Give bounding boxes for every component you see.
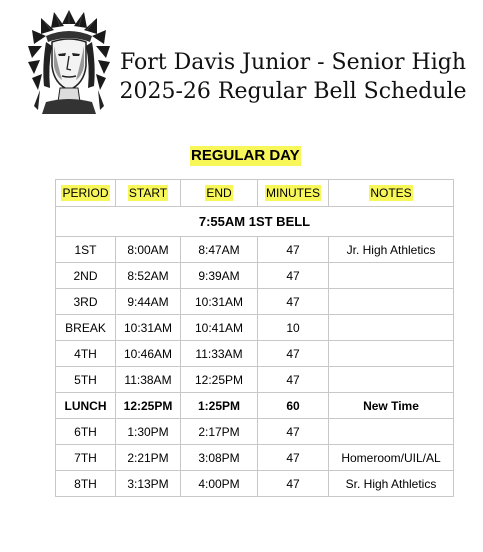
- title-line-schedule: 2025-26 Regular Bell Schedule: [119, 79, 467, 104]
- table-row: [56, 445, 454, 471]
- table-row: [56, 263, 454, 289]
- cell-minutes: 47: [258, 237, 329, 263]
- cell-notes: New Time: [329, 393, 454, 419]
- cell-notes: [329, 315, 454, 341]
- cell-notes: Homeroom/UIL/AL: [329, 445, 454, 471]
- cell-minutes: 47: [258, 471, 329, 497]
- cell-start: 8:00AM: [116, 237, 181, 263]
- cell-notes: [329, 367, 454, 393]
- cell-end: 9:39AM: [181, 263, 258, 289]
- bell-schedule-table: [55, 179, 454, 497]
- header-end: END: [181, 180, 258, 207]
- title-line-school: Fort Davis Junior - Senior High: [119, 50, 467, 75]
- cell-period: 6TH: [56, 419, 116, 445]
- table-row: [56, 471, 454, 497]
- cell-notes: Sr. High Athletics: [329, 471, 454, 497]
- cell-period: LUNCH: [56, 393, 116, 419]
- page-title: [118, 48, 468, 106]
- cell-end: 3:08PM: [181, 445, 258, 471]
- cell-minutes: 47: [258, 367, 329, 393]
- cell-start: 2:21PM: [116, 445, 181, 471]
- first-bell-cell: 7:55AM 1ST BELL: [56, 207, 454, 237]
- cell-end: 8:47AM: [181, 237, 258, 263]
- cell-period: 5TH: [56, 367, 116, 393]
- header-start: START: [116, 180, 181, 207]
- cell-period: 2ND: [56, 263, 116, 289]
- cell-minutes: 60: [258, 393, 329, 419]
- cell-period: 3RD: [56, 289, 116, 315]
- cell-start: 10:31AM: [116, 315, 181, 341]
- cell-notes: [329, 289, 454, 315]
- cell-start: 3:13PM: [116, 471, 181, 497]
- cell-period: BREAK: [56, 315, 116, 341]
- cell-period: 8TH: [56, 471, 116, 497]
- table-row: [56, 237, 454, 263]
- table-row: [56, 393, 454, 419]
- cell-notes: [329, 263, 454, 289]
- table-header-row: [56, 180, 454, 207]
- cell-start: 11:38AM: [116, 367, 181, 393]
- cell-minutes: 10: [258, 315, 329, 341]
- cell-notes: [329, 341, 454, 367]
- cell-start: 10:46AM: [116, 341, 181, 367]
- table-row: [56, 341, 454, 367]
- cell-end: 12:25PM: [181, 367, 258, 393]
- cell-period: 7TH: [56, 445, 116, 471]
- cell-end: 11:33AM: [181, 341, 258, 367]
- cell-end: 2:17PM: [181, 419, 258, 445]
- cell-minutes: 47: [258, 341, 329, 367]
- header-period: PERIOD: [56, 180, 116, 207]
- cell-end: 10:41AM: [181, 315, 258, 341]
- cell-end: 1:25PM: [181, 393, 258, 419]
- cell-end: 4:00PM: [181, 471, 258, 497]
- cell-period: 1ST: [56, 237, 116, 263]
- cell-start: 9:44AM: [116, 289, 181, 315]
- table-row: [56, 289, 454, 315]
- cell-minutes: 47: [258, 263, 329, 289]
- cell-notes: [329, 419, 454, 445]
- cell-end: 10:31AM: [181, 289, 258, 315]
- first-bell-row: [56, 207, 454, 237]
- header-minutes: MINUTES: [258, 180, 329, 207]
- table-row: [56, 419, 454, 445]
- table-row: [56, 315, 454, 341]
- cell-start: 8:52AM: [116, 263, 181, 289]
- cell-period: 4TH: [56, 341, 116, 367]
- cell-minutes: 47: [258, 445, 329, 471]
- indian-chief-headdress-logo: [24, 6, 114, 114]
- cell-start: 1:30PM: [116, 419, 181, 445]
- table-row: [56, 367, 454, 393]
- cell-notes: Jr. High Athletics: [329, 237, 454, 263]
- cell-minutes: 47: [258, 419, 329, 445]
- cell-start: 12:25PM: [116, 393, 181, 419]
- cell-minutes: 47: [258, 289, 329, 315]
- section-title: REGULAR DAY: [191, 147, 300, 164]
- header-notes: NOTES: [329, 180, 454, 207]
